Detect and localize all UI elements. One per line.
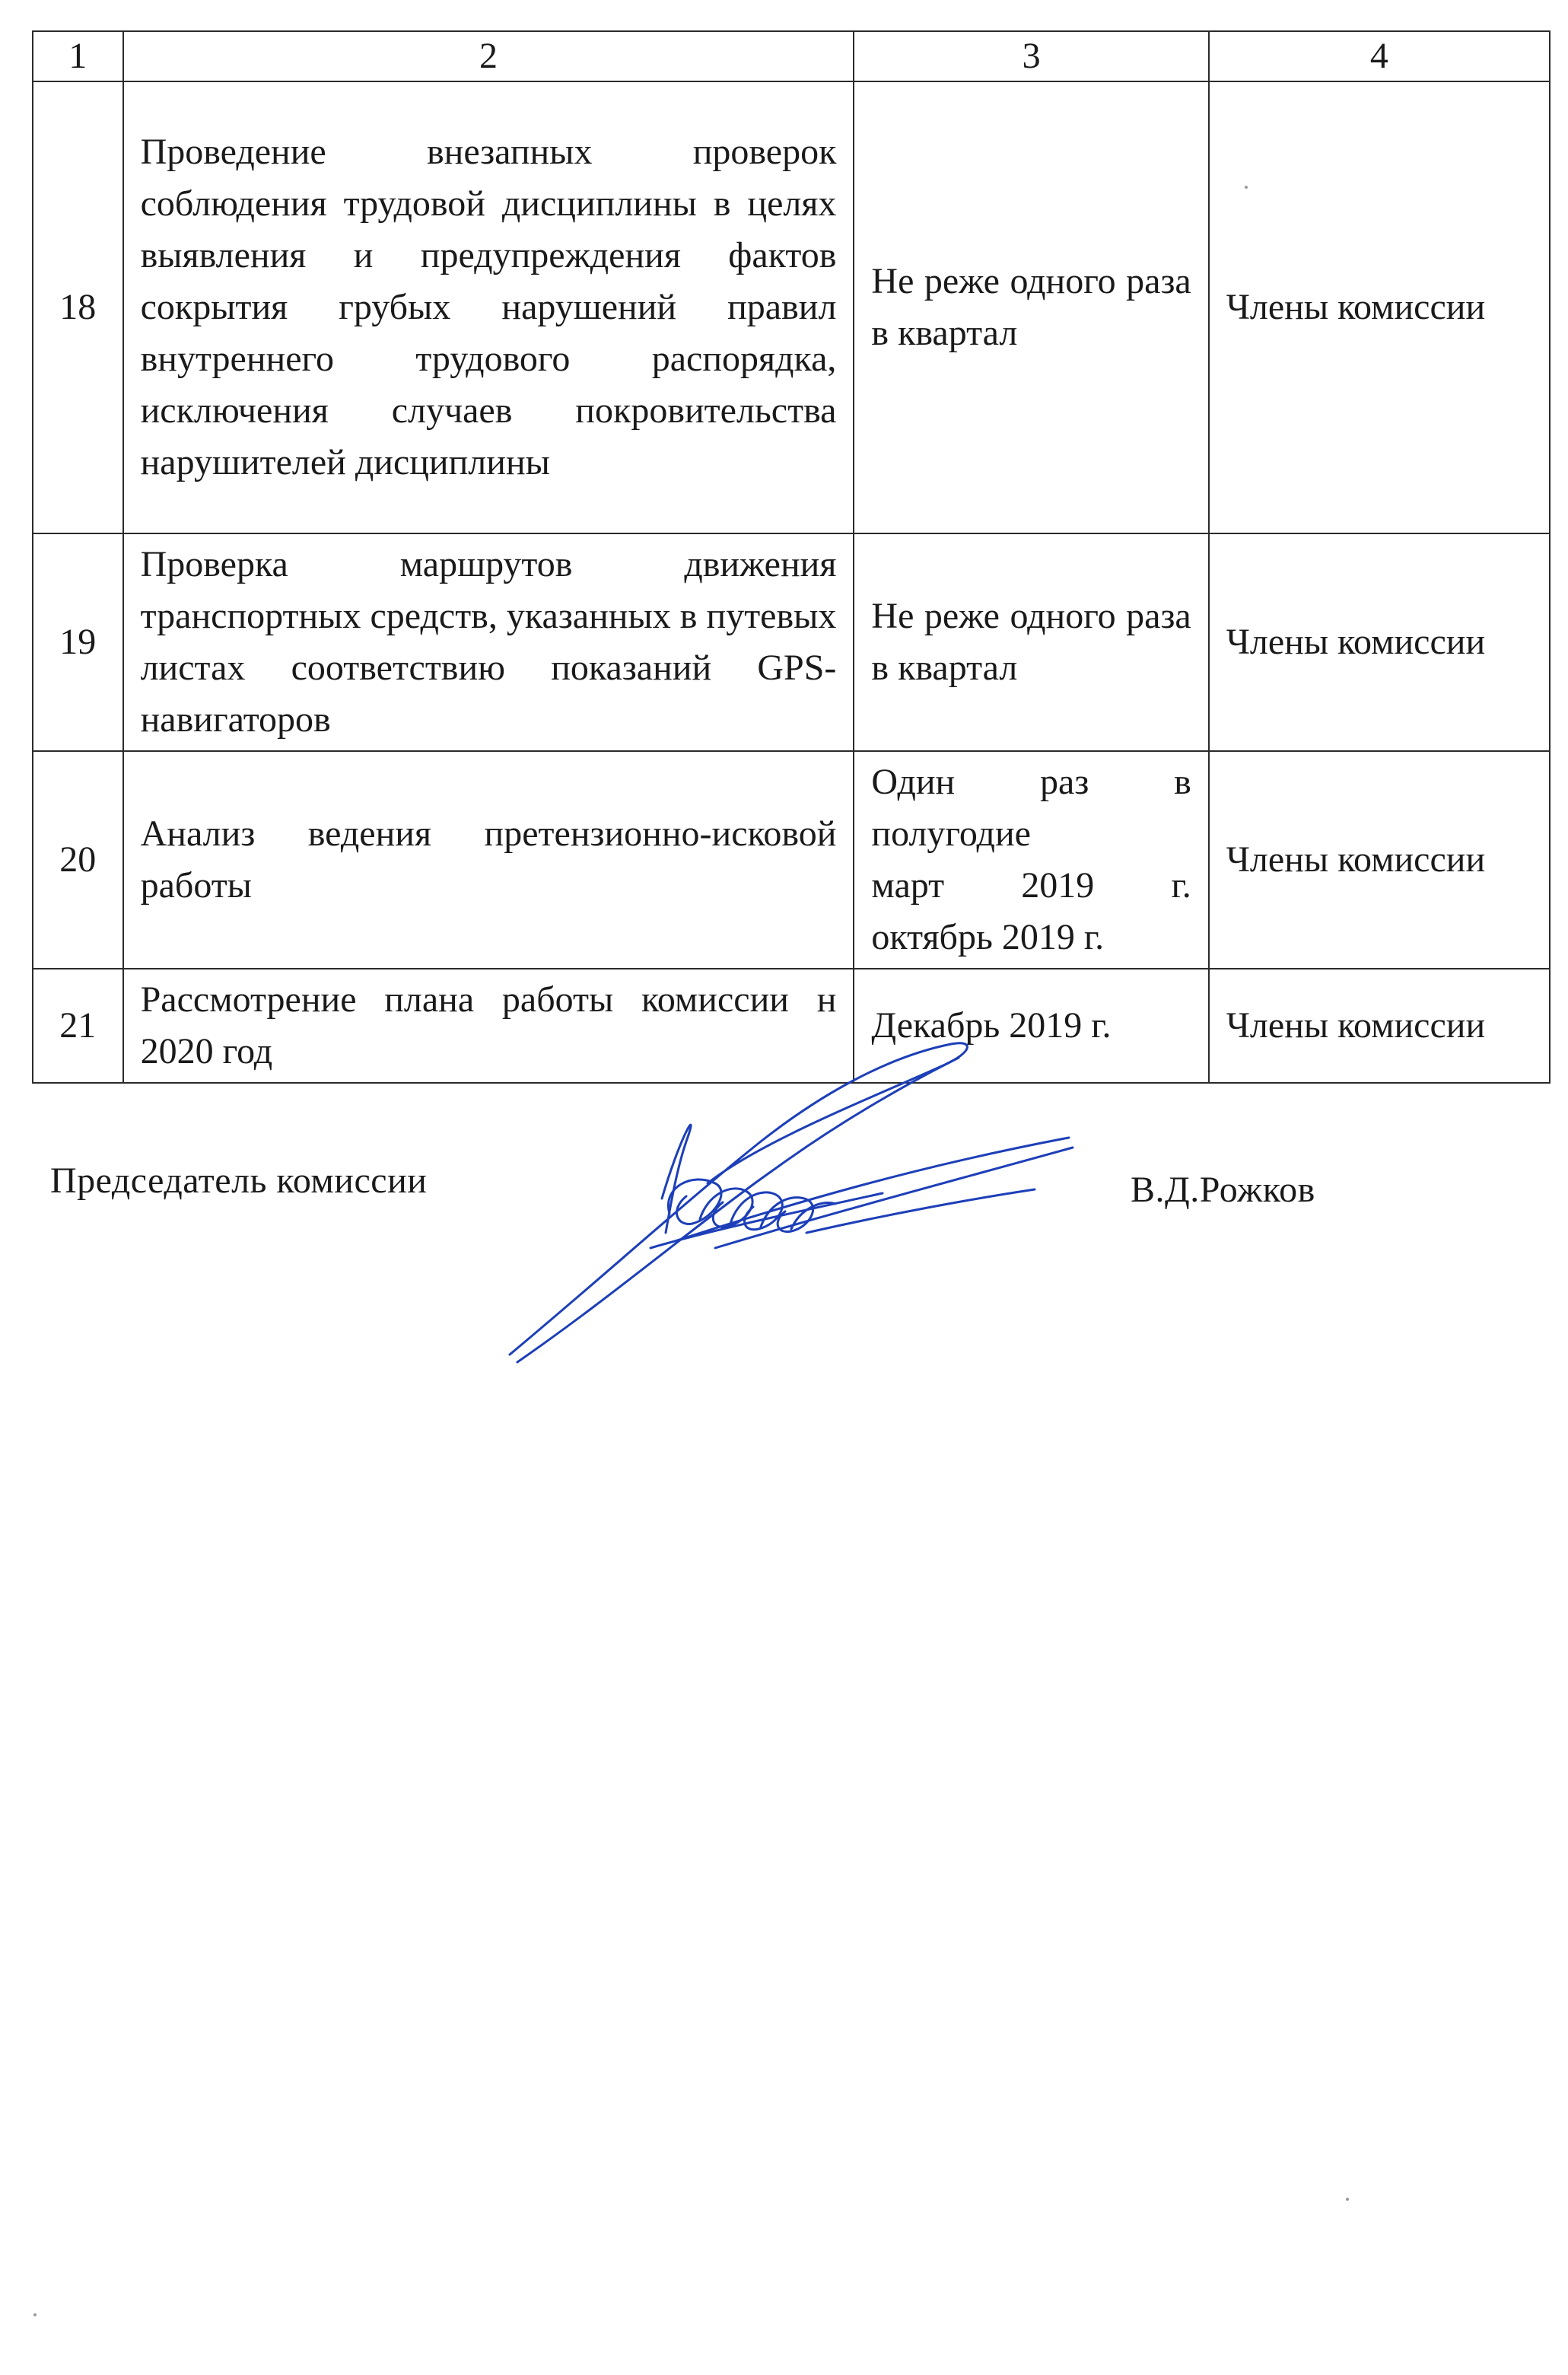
row-number: 20 [33, 751, 123, 969]
activity-description: Проверка маршрутов движения транспортных средств, указанных в путевых листах соответствию показаний GPS-навигаторов [123, 533, 854, 751]
scan-speck [1245, 186, 1248, 189]
responsible-party: Члены комиссии [1209, 81, 1550, 533]
row-number: 19 [33, 533, 123, 751]
activity-frequency: Не реже одного раза в квартал [854, 81, 1208, 533]
column-number-2: 2 [123, 31, 854, 81]
table-row [33, 533, 1550, 751]
scan-speck [1346, 2198, 1349, 2201]
handwritten-signature [487, 1027, 1096, 1385]
chairman-name: В.Д.Рожков [1131, 1170, 1315, 1210]
column-number-1: 1 [33, 31, 123, 81]
responsible-party: Члены комиссии [1209, 533, 1550, 751]
activity-frequency [854, 751, 1208, 969]
row-number: 18 [33, 81, 123, 533]
responsible-party: Члены комиссии [1209, 751, 1550, 969]
column-number-4: 4 [1209, 31, 1550, 81]
frequency-line: октябрь 2019 г. [871, 917, 1105, 957]
frequency-line: Один раз в [871, 762, 1191, 802]
table-row [33, 81, 1550, 533]
activity-description: Рассмотрение плана работы комиссии н 2020 год [123, 969, 854, 1083]
scan-speck [33, 2313, 37, 2316]
frequency-line: март 2019 г. [871, 865, 1191, 906]
activity-frequency: Не реже одного раза в квартал [854, 533, 1208, 751]
activity-frequency: Декабрь 2019 г. [854, 969, 1208, 1083]
table-header-row [33, 31, 1550, 81]
table-row [33, 751, 1550, 969]
activity-description: Анализ ведения претензионно-исковой работы [123, 751, 854, 969]
row-number: 21 [33, 969, 123, 1083]
responsible-party: Члены комиссии [1209, 969, 1550, 1083]
column-number-3: 3 [854, 31, 1208, 81]
frequency-line: полугодие [871, 813, 1031, 854]
chairman-title: Председатель комиссии [50, 1160, 428, 1201]
work-plan-table [32, 30, 1551, 1084]
activity-description: Проведение внезапных проверок соблюдения трудовой дисциплины в целях выявления и предупреждения фактов сокрытия грубых нарушений правил внутреннего трудового распорядка, исключения случаев покровительства нарушителей дисциплины [123, 81, 854, 533]
